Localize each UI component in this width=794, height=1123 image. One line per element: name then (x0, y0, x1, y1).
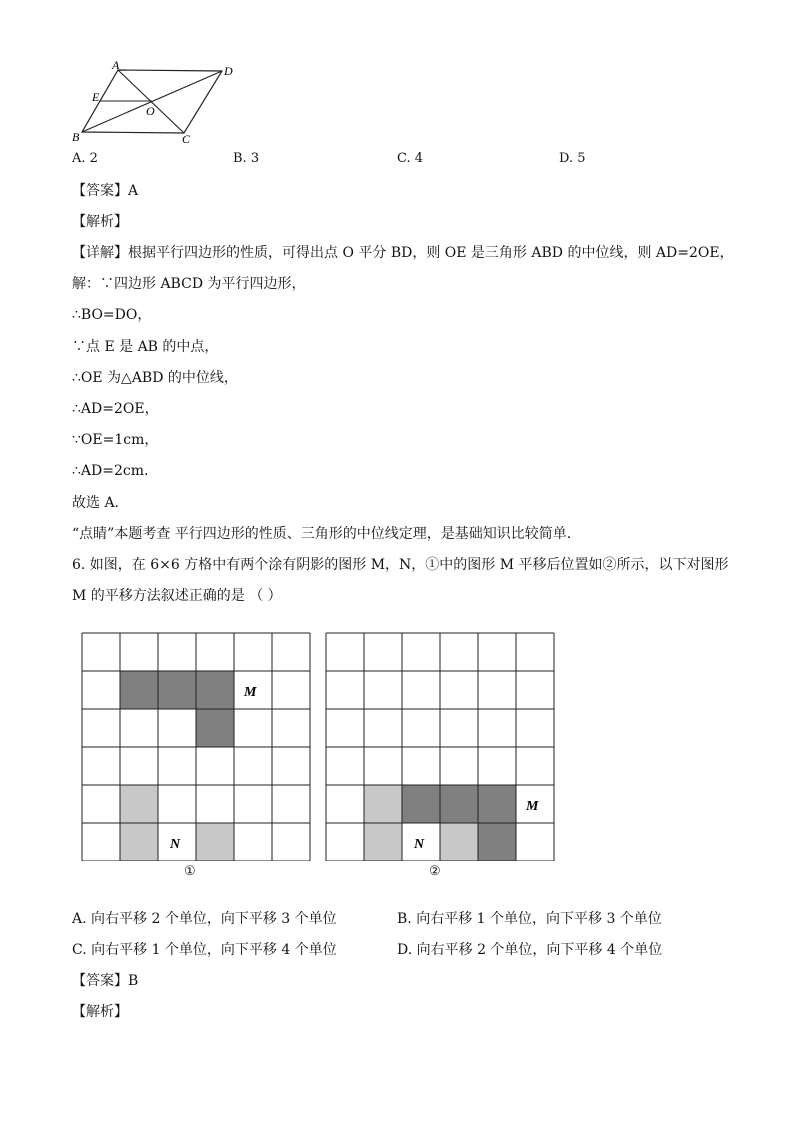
q6-option-b: B. 向右平移 1 个单位，向下平移 3 个单位 (397, 911, 662, 927)
q5-option-a (72, 150, 98, 168)
q5-option-b (233, 150, 259, 168)
q5-line-1: 解：∵四边形 ABCD 为平行四边形， (72, 276, 306, 292)
grid-2-shape-m-cell (402, 785, 440, 823)
q5-line-8: 故选 A. (72, 495, 120, 511)
label-o: O (146, 104, 155, 118)
q5-option-b-letter: B. (233, 151, 247, 166)
q5-option-b-text: 3 (250, 151, 260, 166)
grid-2-label-n: N (414, 837, 425, 852)
grid-2-label-m: M (526, 799, 539, 814)
grid-1-caption: ① (184, 864, 196, 879)
q5-line-7: ∴AD=2cm. (72, 463, 149, 479)
grid-2-caption: ② (429, 864, 441, 879)
grid-1-shape-n-cell (120, 823, 158, 861)
grid-1-shape-n-cell (196, 823, 234, 861)
q5-line-3: ∵点 E 是 AB 的中点， (72, 339, 219, 355)
grid-2-shape-m-cell (478, 785, 516, 823)
grid-figure-1 (80, 631, 312, 861)
grid-2-shape-m-cell (440, 785, 478, 823)
q6-answer: 【答案】B (72, 973, 139, 989)
q6-stem-line-1: 6. 如图，在 6×6 方格中有两个涂有阴影的图形 M，N，①中的图形 M 平移后位置如②所示，以下对图形 (72, 557, 729, 573)
q5-option-c (397, 150, 423, 168)
q5-option-d (559, 150, 586, 168)
q5-option-c-letter: C. (397, 151, 411, 166)
label-e: E (92, 90, 100, 104)
q5-option-a-text: 2 (89, 151, 98, 166)
grid-1-shape-m-cell (196, 709, 234, 747)
grid-1-shape-m-cell (158, 671, 196, 709)
q6-stem-line-2: M 的平移方法叙述正确的是 （ ） (72, 588, 282, 604)
q5-line-4: ∴OE 为△ABD 的中位线， (72, 370, 238, 386)
grid-1-label-m: M (244, 685, 257, 700)
q5-line-0: 【详解】根据平行四边形的性质，可得出点 O 平分 BD，则 OE 是三角形 ABD 的中位线，则 AD=2OE， (72, 245, 734, 261)
grid-2-shape-n-cell (364, 823, 402, 861)
q5-line-2: ∴BO=DO， (72, 307, 152, 323)
grid-2-shape-m-cell (478, 823, 516, 861)
q5-line-6: ∵OE=1cm， (72, 432, 159, 448)
q6-option-a: A. 向右平移 2 个单位，向下平移 3 个单位 (72, 911, 337, 927)
q5-option-d-text: 5 (577, 151, 586, 166)
grid-2-shape-n-cell (364, 785, 402, 823)
label-d: D (224, 64, 233, 78)
q5-line-9: “点睛”本题考查 平行四边形的性质、三角形的中位线定理，是基础知识比较简单. (72, 526, 572, 542)
q5-option-c-text: 4 (414, 151, 424, 166)
q6-analysis-heading: 【解析】 (72, 1004, 128, 1020)
grid-1-label-n: N (170, 837, 181, 852)
grid-1-shape-m-cell (120, 671, 158, 709)
grid-2-shape-n-cell (440, 823, 478, 861)
q6-option-d: D. 向右平移 2 个单位，向下平移 4 个单位 (397, 942, 663, 958)
grid-1-shape-m-cell (196, 671, 234, 709)
q6-option-c: C. 向右平移 1 个单位，向下平移 4 个单位 (72, 942, 337, 958)
grid-1-shape-n-cell (120, 785, 158, 823)
q5-option-d-letter: D. (559, 151, 574, 166)
grid-figure-2 (324, 631, 556, 861)
label-c: C (182, 132, 191, 146)
q5-option-a-letter: A. (72, 151, 86, 166)
q5-line-5: ∴AD=2OE， (72, 401, 159, 417)
parallelogram-figure (60, 55, 260, 150)
label-b: B (72, 130, 80, 144)
q5-answer: 【答案】A (72, 183, 139, 199)
label-a: A (112, 58, 120, 72)
q5-analysis-heading: 【解析】 (72, 214, 128, 230)
